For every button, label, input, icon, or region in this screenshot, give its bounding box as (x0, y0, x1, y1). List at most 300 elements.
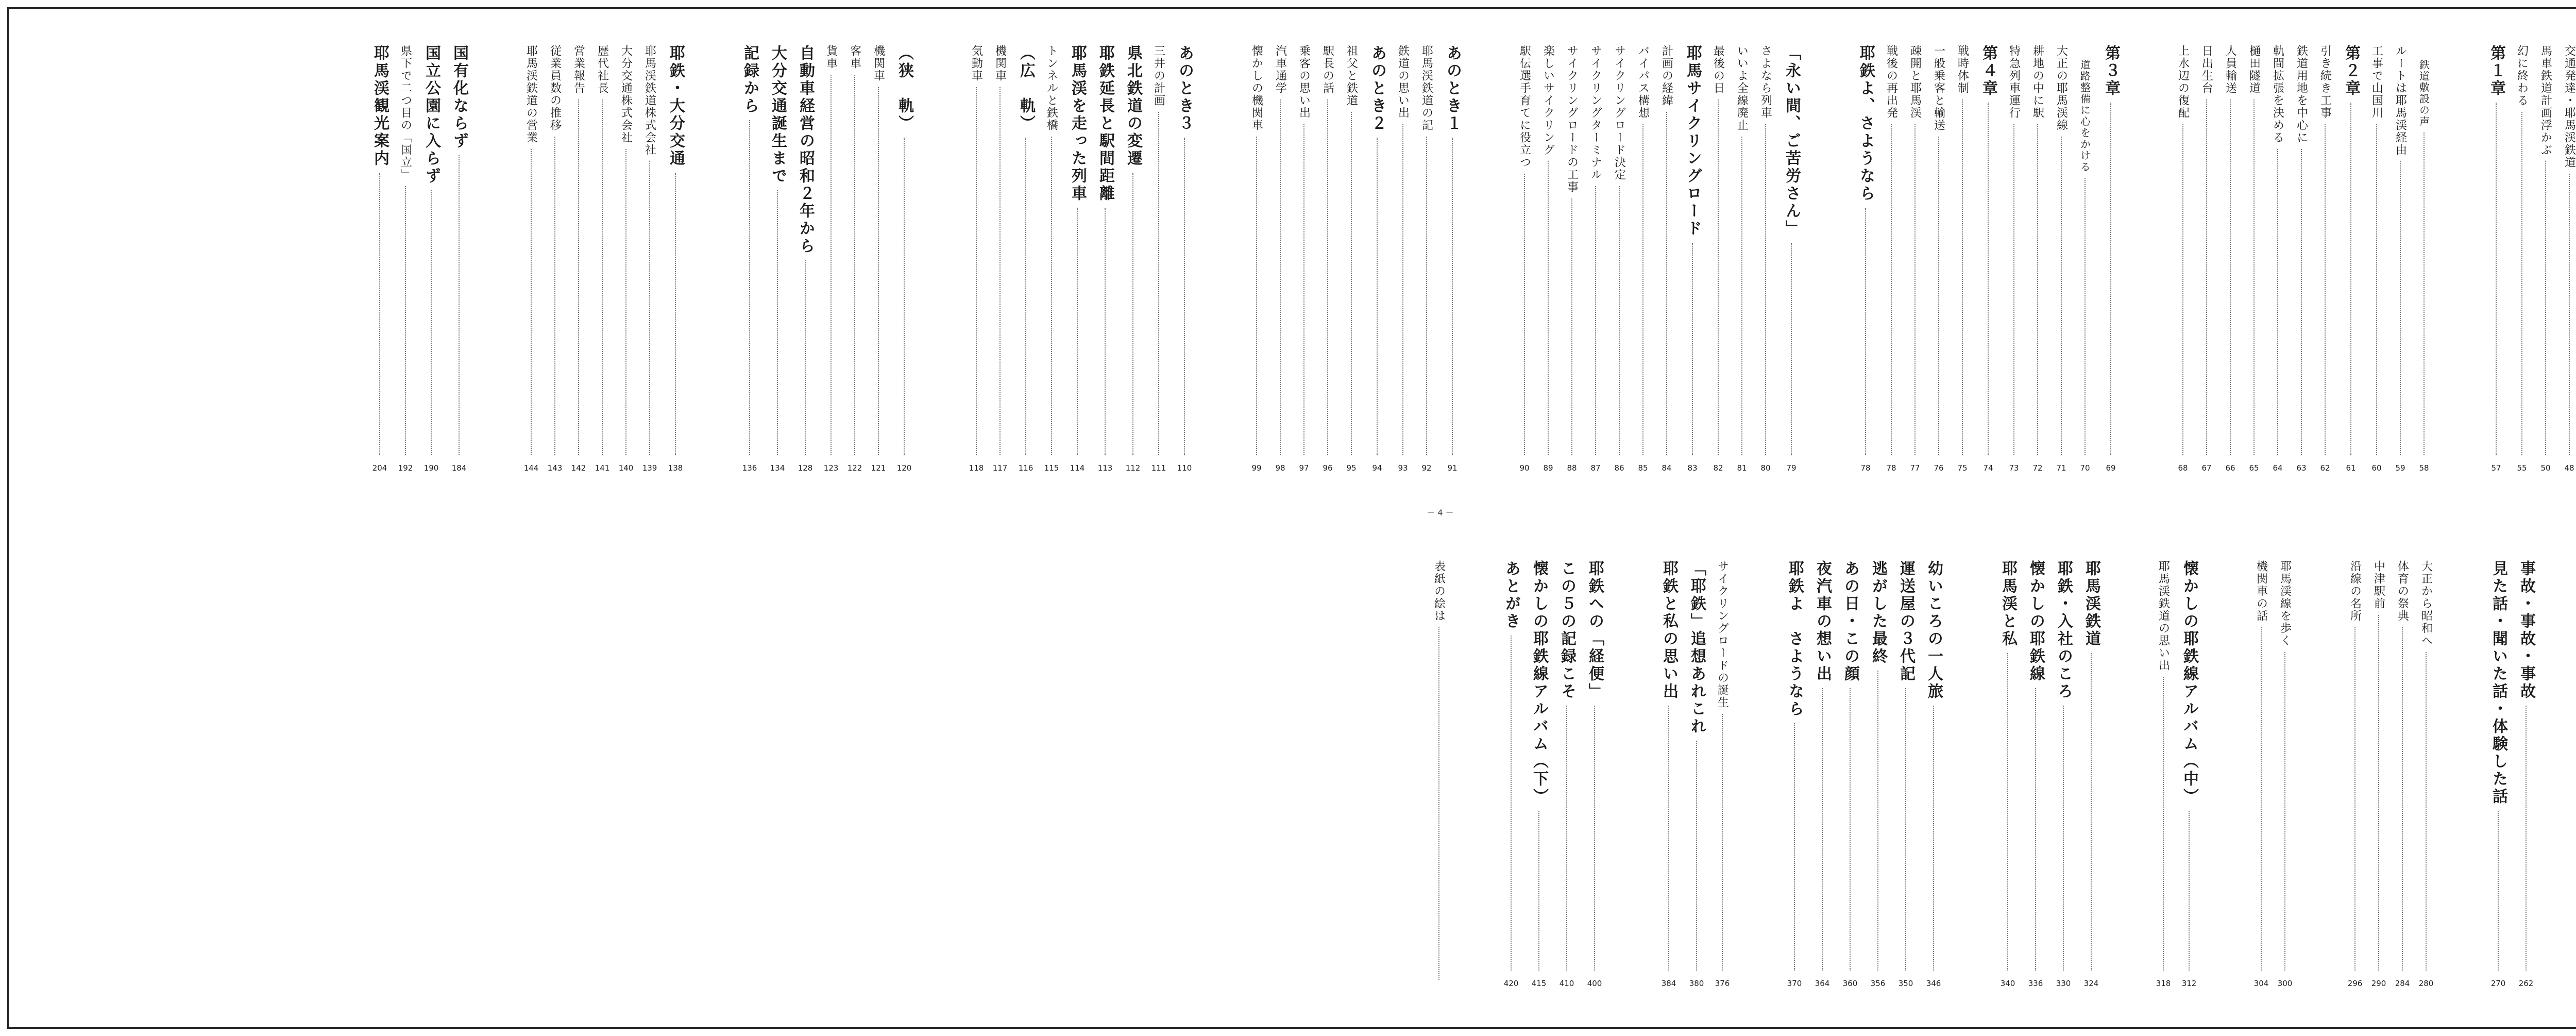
toc-entry (567, 9, 590, 504)
toc-entry (1607, 9, 1631, 504)
toc-entry-title: いいよ全線廃止 (1735, 45, 1749, 131)
page-number: － 4 － (1427, 508, 1454, 517)
toc-dot-leader (999, 87, 1001, 455)
toc-dot-leader (1891, 124, 1892, 455)
toc-entry-title: トンネルと鉄橋 (1045, 45, 1058, 131)
toc-entry (2534, 9, 2557, 504)
toc-entry (590, 9, 614, 504)
toc-entry (890, 9, 918, 504)
toc-dot-leader (1158, 112, 1159, 455)
toc-entry-title: 耶鉄よ さようなら (1786, 560, 1804, 718)
toc-entry-title: 懐かしの耶鉄線アルバム（中） (2180, 560, 2198, 806)
toc-entry (2049, 524, 2077, 1019)
toc-entry (2391, 524, 2414, 1019)
toc-entry-title: 体育の祭典 (2396, 560, 2409, 622)
toc-entry (1879, 9, 1903, 504)
toc-entry (1040, 9, 1063, 504)
toc-dot-leader (1571, 198, 1572, 455)
toc-dot-leader (602, 99, 603, 455)
toc-entry-page: 384 (1661, 979, 1676, 988)
toc-entry-title: 馬車鉄道計画浮かぶ (2539, 45, 2552, 156)
toc-entry (988, 9, 1012, 504)
toc-dot-leader (405, 186, 406, 455)
toc-dot-leader (1132, 173, 1133, 455)
toc-entry-page: 92 (1421, 463, 1432, 473)
toc-entry (1091, 9, 1119, 504)
toc-entry (2073, 9, 2097, 504)
toc-entry (543, 9, 567, 504)
toc-entry-page: 420 (1503, 979, 1519, 988)
toc-entry-page: 318 (2156, 979, 2171, 988)
toc-entry-page: 364 (1815, 979, 1830, 988)
toc-entry-page: 138 (668, 463, 683, 473)
toc-entry (1536, 9, 1560, 504)
toc-entry (1340, 9, 1363, 504)
toc-dot-leader (2061, 137, 2062, 455)
toc-dot-leader (459, 155, 460, 455)
toc-entry-page: 77 (1910, 463, 1920, 473)
toc-entry-page: 115 (1044, 463, 1059, 473)
toc-entry-title: 人員輸送 (2224, 45, 2237, 94)
toc-entry-title: 引き続き工事 (2318, 45, 2332, 119)
toc-entry-title: 耶鉄よ、さようなら (1857, 45, 1875, 203)
toc-entry (2175, 524, 2203, 1019)
toc-entry-page: 50 (2540, 463, 2551, 473)
toc-dot-leader (1619, 186, 1620, 455)
toc-entry-title: 夜汽車の想い出 (1814, 560, 1832, 683)
page-frame (7, 7, 2576, 1029)
toc-entry-page: 304 (2253, 979, 2269, 988)
toc-entry-title: 耶馬渓鉄道の思い出 (2157, 560, 2170, 672)
toc-dot-leader (2013, 124, 2014, 455)
toc-dot-leader (2526, 706, 2527, 971)
toc-entry-page: 121 (871, 463, 886, 473)
toc-entry (2002, 9, 2026, 504)
toc-entry-title: 中津駅前 (2372, 560, 2385, 610)
toc-entry (1951, 9, 1974, 504)
toc-entry-title: 最後の日 (1711, 45, 1725, 94)
toc-entry-page: 63 (2296, 463, 2307, 473)
toc-entry-page: 67 (2201, 463, 2212, 473)
toc-entry-page: 144 (523, 463, 539, 473)
toc-spacer (1947, 524, 1994, 1019)
toc-dot-leader (1988, 103, 1989, 455)
toc-entry-page: 68 (2178, 463, 2188, 473)
toc-entry (1119, 9, 1147, 504)
toc-entry-title: 耶馬渓鉄道株式会社 (643, 45, 656, 156)
toc-entry-title: 従業員数の推移 (548, 45, 562, 131)
toc-entry (1012, 9, 1040, 504)
toc-entry (1391, 9, 1415, 504)
toc-entry (2026, 9, 2049, 504)
toc-dot-leader (1595, 186, 1596, 455)
toc-entry-title: 懐かしの耶鉄線 (2027, 560, 2045, 683)
toc-dot-leader (1933, 706, 1934, 971)
toc-dot-leader (1962, 99, 1963, 455)
toc-entry (1316, 9, 1340, 504)
toc-entry-title: 計画の経緯 (1660, 45, 1673, 107)
toc-dot-leader (1718, 99, 1719, 455)
toc-dot-leader (1822, 688, 1823, 971)
toc-entry-title: 道路整備に心をかける (2078, 59, 2091, 173)
toc-entry-title: 県下で二つ目の「国立」 (399, 45, 412, 181)
toc-entry-title: ルートは耶馬渓経由 (2394, 45, 2407, 156)
toc-dot-leader (2426, 652, 2427, 971)
toc-spacer (2438, 524, 2484, 1019)
toc-entry-page: 122 (847, 463, 862, 473)
toc-entry-title: 耶馬渓を走った列車 (1069, 45, 1087, 203)
toc-entry-page: 330 (2056, 979, 2071, 988)
toc-dot-leader (1548, 161, 1549, 455)
toc-dot-leader (2163, 677, 2164, 971)
toc-entry (1245, 9, 1268, 504)
toc-entry-title: 大正の耶馬渓線 (2055, 45, 2068, 131)
toc-entry-title: 疎開と耶馬渓 (1908, 45, 1922, 119)
toc-entry (2367, 524, 2391, 1019)
toc-entry-page: 117 (992, 463, 1008, 473)
toc-lower-columns (1427, 524, 2576, 1019)
toc-entry (1631, 9, 1655, 504)
toc-entry-title: あのとき１ (1444, 45, 1462, 132)
toc-entry (1836, 524, 1864, 1019)
toc-dot-leader (1722, 714, 1723, 971)
toc-entry-page: 336 (2028, 979, 2043, 988)
toc-entry (445, 9, 473, 504)
toc-entry-page: 312 (2181, 979, 2197, 988)
toc-entry-page: 204 (372, 463, 387, 473)
toc-entry-page: 58 (2419, 463, 2429, 473)
toc-dot-leader (831, 75, 832, 455)
toc-entry-title: あとがき (1502, 560, 1520, 630)
toc-entry-page: 91 (1447, 463, 1458, 473)
toc-dot-leader (2545, 161, 2546, 455)
toc-entry (2022, 524, 2049, 1019)
toc-dot-leader (2569, 174, 2570, 455)
toc-entry (843, 9, 867, 504)
toc-entry-page: 340 (2000, 979, 2015, 988)
toc-spacer (2105, 524, 2151, 1019)
toc-lower-half (9, 524, 2576, 1019)
toc-spacer (918, 9, 964, 504)
toc-dot-leader (1594, 706, 1595, 971)
toc-entry-page: 360 (1842, 979, 1858, 988)
toc-dot-leader (2206, 99, 2207, 455)
toc-entry (1525, 524, 1553, 1019)
toc-entry-page: 123 (823, 463, 839, 473)
toc-entry (1497, 524, 1525, 1019)
toc-entry-title: 耶馬渓鉄道 (2082, 560, 2100, 648)
toc-entry-title: サイクリングロード決定 (1613, 45, 1626, 181)
toc-dot-leader (2007, 653, 2008, 971)
toc-dot-leader (1438, 627, 1439, 980)
toc-dot-leader (2253, 99, 2255, 455)
toc-entry-title: 一般乗客と輸送 (1932, 45, 1945, 131)
toc-entry-page: 90 (1519, 463, 1530, 473)
toc-dot-leader (2498, 811, 2499, 971)
toc-entry (764, 9, 791, 504)
toc-entry (1438, 9, 1466, 504)
toc-entry (638, 9, 662, 504)
toc-entry-title: 幼いころの一人旅 (1925, 560, 1943, 700)
toc-entry-page: 99 (1251, 463, 1262, 473)
toc-dot-leader (2325, 124, 2326, 455)
toc-entry (1268, 9, 1292, 504)
toc-entry-page: 370 (1787, 979, 1802, 988)
toc-entry-page: 300 (2277, 979, 2293, 988)
toc-entry-title: 事故・事故・事故 (2517, 560, 2535, 700)
toc-entry-title: 鉄道の思い出 (1396, 45, 1410, 119)
toc-spacer (473, 9, 519, 504)
toc-entry (2412, 9, 2436, 504)
toc-entry-title: 第２章 (2342, 45, 2360, 97)
toc-dot-leader (2261, 627, 2262, 971)
toc-entry-title: 沿線の名所 (2348, 560, 2362, 622)
toc-entry-title: 大分交通株式会社 (619, 45, 633, 144)
toc-entry-page: 59 (2395, 463, 2405, 473)
toc-entry (519, 9, 543, 504)
toc-entry-page: 84 (1662, 463, 1672, 473)
toc-entry-title: 耶馬渓鉄道の記 (1420, 45, 1433, 131)
toc-entry (2049, 9, 2073, 504)
toc-entry-title: 三井の計画 (1152, 45, 1165, 107)
toc-dot-leader (649, 161, 650, 455)
toc-dot-leader (578, 99, 579, 455)
toc-entry-page: 116 (1018, 463, 1033, 473)
toc-entry-page: 113 (1097, 463, 1113, 473)
toc-dot-leader (904, 138, 905, 455)
toc-entry-title: サイクリングターミナル (1589, 45, 1602, 181)
toc-dot-leader (1377, 138, 1378, 455)
toc-entry-page: 87 (1590, 463, 1601, 473)
toc-entry-title: 営業報告 (572, 45, 585, 94)
toc-entry-title: 交通発達・耶馬渓鉄道 (2563, 45, 2576, 169)
toc-entry-page: 80 (1760, 463, 1771, 473)
toc-entry-title: 表紙の絵は (1432, 560, 1446, 622)
toc-entry (1927, 9, 1951, 504)
toc-spacer (1608, 524, 1655, 1019)
toc-dot-leader (2277, 149, 2278, 455)
toc-entry-page: 118 (969, 463, 984, 473)
toc-dot-leader (379, 173, 380, 455)
toc-entry (1808, 524, 1836, 1019)
toc-entry (366, 9, 394, 504)
toc-entry-page: 111 (1151, 463, 1166, 473)
toc-entry (1679, 9, 1706, 504)
toc-entry-title: 耶馬渓観光案内 (371, 45, 389, 168)
toc-entry-title: 記録から (741, 45, 759, 115)
toc-dot-leader (976, 87, 977, 455)
toc-entry (964, 9, 988, 504)
toc-entry-page: 69 (2106, 463, 2116, 473)
toc-dot-leader (2402, 627, 2403, 971)
toc-dot-leader (777, 190, 778, 455)
toc-spacer (1805, 9, 1852, 504)
toc-entry-title: 懐かしの耶鉄線アルバム（下） (1530, 560, 1548, 806)
toc-entry-title: 耶馬渓鉄道の営業 (524, 45, 538, 144)
toc-entry (1974, 9, 2002, 504)
toc-entry-title: サイクリングロードの工事 (1565, 45, 1579, 193)
toc-entry-title: 工事で山国川 (2370, 45, 2383, 119)
toc-entry (1363, 9, 1391, 504)
toc-dot-leader (854, 75, 855, 455)
toc-spacer (2436, 9, 2482, 504)
toc-entry-page: 78 (1886, 463, 1896, 473)
toc-entry-page: 284 (2395, 979, 2410, 988)
toc-entry (2557, 9, 2576, 504)
toc-entry-title: 乗客の思い出 (1297, 45, 1311, 119)
toc-entry-title: 歴代社長 (596, 45, 609, 94)
toc-entry (1553, 524, 1581, 1019)
toc-entry-title: 耶鉄と私の思い出 (1660, 560, 1678, 700)
toc-dot-leader (2376, 124, 2377, 455)
toc-entry-title: 駅伝選手育てに役立つ (1518, 45, 1531, 169)
toc-dot-leader (1741, 137, 1742, 455)
toc-entry-title: 懐かしの機関車 (1250, 45, 1263, 131)
toc-dot-leader (1905, 688, 1906, 971)
toc-entry (2510, 9, 2534, 504)
toc-dot-leader (2301, 149, 2302, 455)
toc-entry-title: 機関車 (993, 45, 1007, 82)
toc-entry-title: 大正から昭和へ (2419, 560, 2433, 647)
toc-entry-page: 48 (2564, 463, 2574, 473)
toc-entry-page: 95 (1346, 463, 1357, 473)
toc-entry-page: 71 (2056, 463, 2066, 473)
toc-entry-page: 89 (1543, 463, 1553, 473)
toc-dot-leader (1938, 137, 1939, 455)
toc-entry (1864, 524, 1892, 1019)
toc-entry (394, 9, 417, 504)
toc-entry (2218, 9, 2242, 504)
toc-dot-leader (1666, 112, 1667, 455)
toc-entry-page: 350 (1898, 979, 1913, 988)
toc-entry (736, 9, 764, 504)
toc-dot-leader (625, 149, 626, 455)
toc-entry (2097, 9, 2125, 504)
toc-entry-page: 70 (2080, 463, 2090, 473)
toc-entry-title: あの日・この顔 (1841, 560, 1859, 683)
toc-entry (1920, 524, 1947, 1019)
toc-entry (417, 9, 445, 504)
toc-entry (1892, 524, 1920, 1019)
toc-entry-page: 262 (2518, 979, 2534, 988)
toc-entry-title: 大分交通誕生まで (769, 45, 787, 185)
toc-entry-page: 380 (1689, 979, 1704, 988)
toc-entry (2313, 9, 2337, 504)
toc-entry-page: 190 (423, 463, 439, 473)
toc-spacer (2540, 524, 2576, 1019)
toc-dot-leader (1696, 741, 1697, 971)
toc-entry (2249, 524, 2273, 1019)
toc-entry-title: 戦時体制 (1956, 45, 1969, 94)
toc-entry (2337, 9, 2365, 504)
toc-dot-leader (2110, 103, 2111, 455)
toc-entry-page: 66 (2225, 463, 2235, 473)
toc-dot-leader (1566, 706, 1567, 971)
toc-dot-leader (1865, 208, 1866, 455)
toc-entry (1754, 9, 1777, 504)
toc-entry-page: 280 (2418, 979, 2434, 988)
toc-entry-title: 自動車経営の昭和２年から (796, 45, 815, 255)
toc-dot-leader (1351, 112, 1352, 455)
toc-entry-page: 415 (1531, 979, 1547, 988)
toc-entry-page: 82 (1713, 463, 1723, 473)
toc-entry-title: （広 軌） (1017, 45, 1035, 132)
toc-dot-leader (2084, 178, 2086, 455)
toc-entry-title: 気動車 (970, 45, 983, 82)
toc-entry (1415, 9, 1438, 504)
toc-dot-leader (1794, 723, 1795, 971)
toc-entry-page: 141 (595, 463, 610, 473)
toc-entry-page: 400 (1587, 979, 1602, 988)
toc-entry-title: 見た話・聞いた話・体験した話 (2489, 560, 2507, 806)
toc-dot-leader (675, 173, 676, 455)
toc-entry-page: 140 (618, 463, 634, 473)
toc-dot-leader (1668, 706, 1669, 971)
toc-entry (1683, 524, 1710, 1019)
toc-dot-leader (1850, 688, 1851, 971)
toc-entry (2266, 9, 2290, 504)
toc-upper-columns (366, 9, 2576, 504)
toc-entry-page: 410 (1559, 979, 1574, 988)
toc-dot-leader (2063, 706, 2064, 971)
toc-entry (2482, 9, 2510, 504)
toc-entry-page: 184 (451, 463, 467, 473)
toc-entry-page: 78 (1860, 463, 1871, 473)
toc-entry-title: 県北鉄道の変遷 (1124, 45, 1142, 168)
toc-entry-title: 祖父と鉄道 (1345, 45, 1358, 107)
toc-entry (2151, 524, 2175, 1019)
toc-entry (2414, 524, 2438, 1019)
toc-dot-leader (1642, 124, 1643, 455)
toc-entry (2171, 9, 2195, 504)
toc-entry-title: バイパス構想 (1636, 45, 1650, 119)
toc-dot-leader (2284, 652, 2285, 971)
toc-entry (1584, 9, 1607, 504)
toc-dot-leader (1025, 138, 1026, 455)
toc-dot-leader (2230, 99, 2231, 455)
toc-entry-title: 耶鉄への「経便」 (1586, 560, 1604, 700)
toc-dot-leader (878, 87, 879, 455)
toc-entry-page: 62 (2320, 463, 2330, 473)
toc-entry-page: 97 (1299, 463, 1309, 473)
toc-dot-leader (1077, 208, 1078, 455)
toc-entry-title: サイクリングロードの誕生 (1716, 560, 1729, 709)
toc-entry-title: 樋田隧道 (2247, 45, 2261, 94)
toc-dot-leader (2496, 103, 2497, 455)
toc-dot-leader (1524, 174, 1525, 455)
toc-entry (1710, 524, 1734, 1019)
toc-upper-half (9, 9, 2576, 504)
toc-entry-page: 57 (2491, 463, 2501, 473)
toc-entry-page: 112 (1125, 463, 1141, 473)
toc-entry (1903, 9, 1927, 504)
toc-entry-page: 192 (398, 463, 413, 473)
toc-entry (1063, 9, 1091, 504)
toc-entry-title: 「永い間、ご苦労さん」 (1783, 45, 1801, 238)
toc-entry (2290, 9, 2313, 504)
toc-entry (1427, 524, 1451, 1019)
toc-entry-page: 139 (642, 463, 657, 473)
toc-entry-title: 機関車 (872, 45, 885, 82)
toc-entry-page: 55 (2517, 463, 2527, 473)
toc-entry-page: 376 (1715, 979, 1730, 988)
toc-entry-title: 第４章 (1979, 45, 1997, 97)
toc-dot-leader (1765, 124, 1766, 455)
toc-entry-title: 耶鉄延長と駅間距離 (1096, 45, 1114, 203)
toc-entry-page: 72 (2032, 463, 2043, 473)
toc-entry (1581, 524, 1608, 1019)
toc-entry-title: 国有化ならず (450, 45, 468, 150)
